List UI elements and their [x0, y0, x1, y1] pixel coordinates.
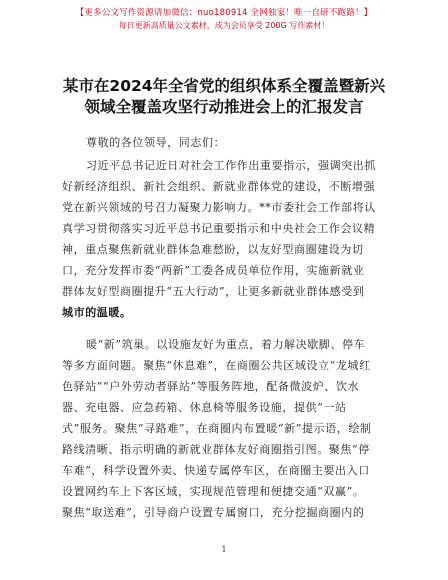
paragraph-line: 口，充分发挥市委“两新”工委各成员单位作用，实施新就业 — [62, 264, 365, 277]
paragraph-line: 色驿站”“户外劳动者驿站”等服务阵地，配备微波炉、饮水 — [62, 380, 360, 393]
paragraph-line-emphasis: 城市的温暖。 — [62, 306, 132, 319]
paragraph-line: 党在新兴领域的号召力凝聚力影响力。**市委社会工作部将认 — [62, 201, 376, 214]
paragraph-line: 路线清晰、指示明确的新就业群体友好商圈指引图。聚焦“停 — [62, 443, 370, 456]
paragraph-line: 神，重点聚焦新就业群体急难愁盼，以友好型商圈建设为切 — [62, 243, 364, 256]
paragraph-line: 设置网约车上下客区域，实现规范管理和便捷交通“双赢”。 — [62, 485, 365, 498]
page-number: 1 — [221, 545, 227, 554]
paragraph-line: 聚焦“取送难”，引导商户设置专属窗口，充分挖掘商圈内的 — [62, 506, 365, 519]
paragraph-line: 群体友好型商圈提升“五大行动”，让更多新就业群体感受到 — [62, 285, 365, 298]
paragraph-line: 式”服务。聚焦“寻路难”，在商圈内布置暖“新”提示语，绘制 — [62, 422, 372, 435]
salutation: 尊敬的各位领导，同志们： — [86, 136, 226, 149]
paragraph-line: 车难”，科学设置外卖、快递专属停车区，在商圈主要出入口 — [62, 464, 370, 477]
document-title-line1: 某市在2024年全省党的组织体系全覆盖暨新兴 — [62, 77, 386, 95]
paragraph-line: 真学习贯彻落实习近平总书记重要指示和中央社会工作会议精 — [62, 222, 376, 235]
paragraph-line: 习近平总书记近日对社会工作作出重要指示，强调突出抓 — [86, 159, 376, 172]
paragraph-line: 等多方面问题。聚焦“休息难”，在商圈公共区域设立“龙城红 — [62, 359, 371, 372]
paragraph-line: 暖“新”筑巢。以设施友好为重点，着力解决歇脚、停车 — [86, 338, 366, 351]
promo-banner-line2: 每日更新高质量公文素材，成为会员享受 200G 写作素材！ — [118, 21, 330, 30]
document-title-line2: 领域全覆盖攻坚行动推进会上的汇报发言 — [84, 98, 364, 116]
paragraph-line: 好新经济组织、新社会组织、新就业群体党的建设，不断增强 — [62, 180, 376, 193]
promo-banner-line1: 【更多公文写作资源请加微信：nuo180914 全网独家！唯一自研不跑路！】 — [75, 8, 373, 18]
paragraph-line: 器、充电器、应急药箱、休息椅等服务设施，提供“一站 — [62, 401, 347, 414]
